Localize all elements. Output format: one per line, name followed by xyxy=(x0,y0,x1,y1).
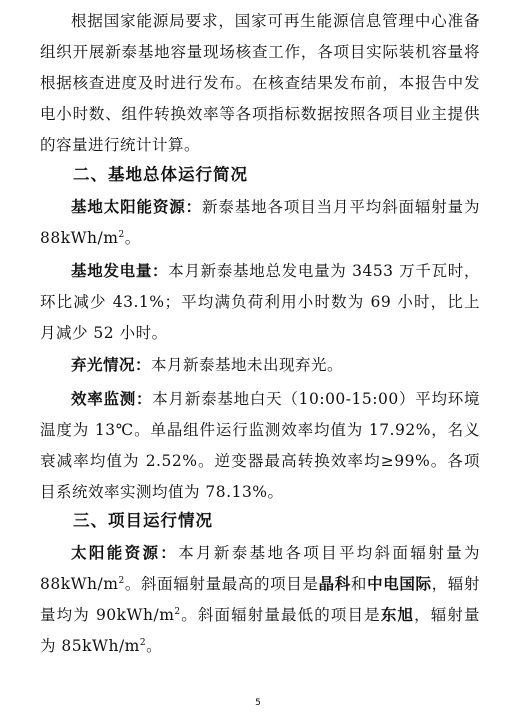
page-number: 5 xyxy=(255,698,261,708)
project-solar-t4: ，辐射量均为 90kWh/m xyxy=(40,575,480,624)
base-generation-label: 基地发电量： xyxy=(71,262,169,280)
highest-project-1: 晶科 xyxy=(318,575,351,593)
efficiency-text: 本月新泰基地白天（10:00-15:00）平均环境温度为 13℃。单晶组件运行监测效率均值为 17.92%，名义衰减率均值为 2.52%。逆变器最高转换效率均≥99%。各项目系统效率实测均值为 78.13%。 xyxy=(40,390,480,501)
base-generation-paragraph xyxy=(40,256,480,349)
highest-project-2: 中电国际 xyxy=(367,575,432,593)
curtailment-text: 本月新泰基地未出现弃光。 xyxy=(151,356,344,374)
project-solar-label: 太阳能资源： xyxy=(71,544,179,562)
base-solar-text: 新泰基地各项目当月平均斜面辐射量为 88kWh/m xyxy=(40,198,480,247)
base-generation-text: 本月新泰基地总发电量为 3453 万千瓦时，环比减少 43.1%；平均满负荷利用小时数为 69 小时，比上月减少 52 小时。 xyxy=(40,262,480,342)
lowest-project: 东旭 xyxy=(380,606,415,624)
base-solar-sup: 2 xyxy=(118,229,125,240)
base-solar-label: 基地太阳能资源： xyxy=(71,198,202,216)
project-solar-t5: 。斜面辐射量最低的项目是 xyxy=(180,606,381,624)
project-solar-t1: 本月新泰基地各项目平均斜面辐射量为 88kWh/m xyxy=(40,544,480,593)
intro-paragraph xyxy=(40,6,480,161)
project-solar-sup3: 2 xyxy=(139,637,147,648)
project-solar-t7: 。 xyxy=(146,637,163,655)
project-solar-t6: ，辐射量为 85kWh/m xyxy=(40,606,480,655)
project-solar-sup2: 2 xyxy=(174,606,181,617)
section-3-heading: 三、项目运行情况 xyxy=(73,511,213,530)
project-solar-paragraph xyxy=(40,538,480,662)
efficiency-label: 效率监测： xyxy=(71,390,153,408)
section-2-heading: 二、基地总体运行简况 xyxy=(73,165,248,184)
efficiency-paragraph xyxy=(40,384,480,508)
curtailment-label: 弃光情况： xyxy=(71,356,152,374)
project-solar-sup1: 2 xyxy=(118,575,125,586)
base-solar-tail: 。 xyxy=(124,229,141,247)
project-solar-t3: 和 xyxy=(350,575,368,593)
intro-text: 根据国家能源局要求，国家可再生能源信息管理中心准备组织开展新泰基地容量现场核查工作，各项目实际装机容量将根据核查进度及时进行发布。在核查结果发布前，本报告中发电小时数、组件转换效率等各项指标数据按照各项目业主提供的容量进行统计计算。 xyxy=(40,12,480,154)
project-solar-t2: 。斜面辐射量最高的项目是 xyxy=(124,575,319,593)
base-solar-paragraph xyxy=(40,192,480,254)
curtailment-paragraph xyxy=(40,350,480,381)
